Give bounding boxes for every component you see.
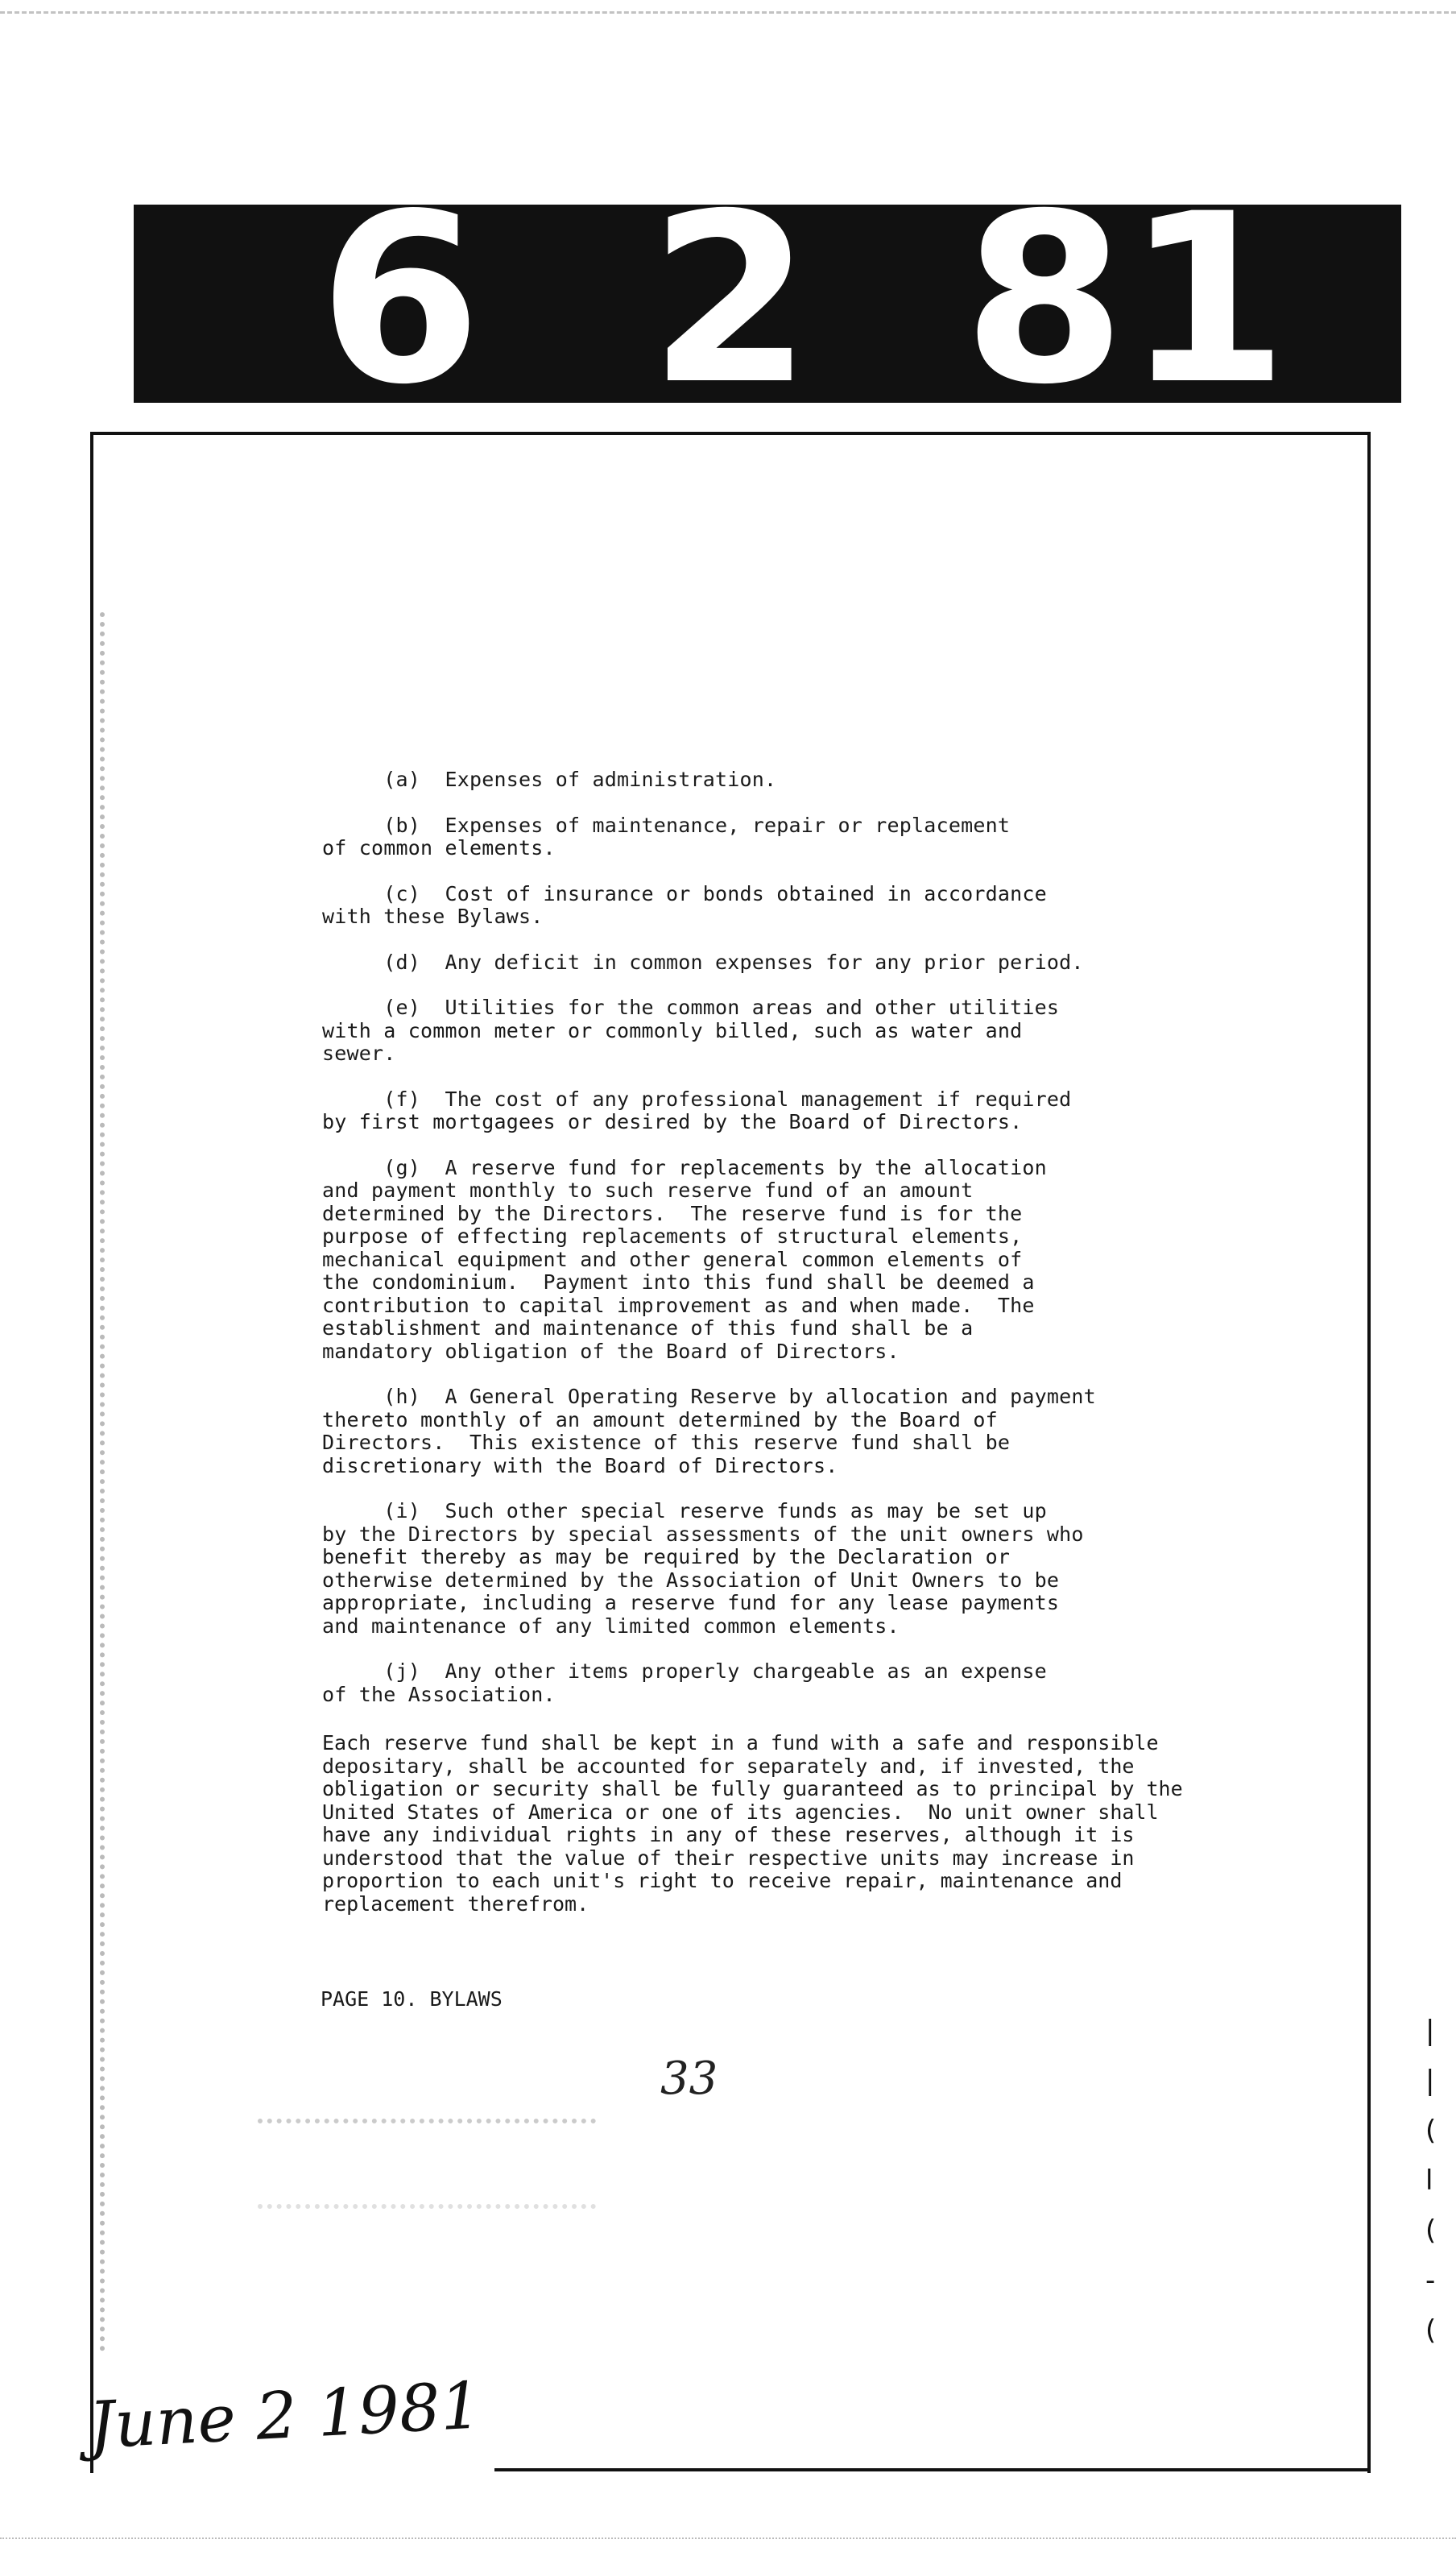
expense-item-line: appropriate, including a reserve fund for any lease payments bbox=[322, 1591, 1060, 1614]
expense-item-line: and payment monthly to such reserve fund of an amount bbox=[322, 1179, 974, 1202]
expense-item-line: and maintenance of any limited common elements. bbox=[322, 1614, 900, 1638]
expense-item-line: (b) Expenses of maintenance, repair or replacement bbox=[322, 813, 1011, 837]
expense-items-list bbox=[322, 768, 1192, 1729]
expense-item bbox=[322, 883, 1192, 929]
expense-item-line: (i) Such other special reserve funds as may be set up bbox=[322, 1499, 1047, 1522]
scan-edge-speckle bbox=[100, 612, 113, 2352]
expense-item-line: (g) A reserve fund for replacements by the allocation bbox=[322, 1155, 1047, 1179]
expense-item-line: (f) The cost of any professional management if required bbox=[322, 1087, 1072, 1111]
paragraph-line: United States of America or one of its agencies. No unit owner shall bbox=[322, 1800, 1159, 1824]
expense-item-line: establishment and maintenance of this fund shall be a bbox=[322, 1316, 974, 1340]
expense-item-line: with a common meter or commonly billed, such as water and bbox=[322, 1018, 1023, 1042]
scan-noise-top bbox=[0, 11, 1456, 22]
expense-item-line: by first mortgagees or desired by the Board of Directors. bbox=[322, 1110, 1023, 1133]
page-frame-bottom bbox=[494, 2468, 1369, 2471]
expense-item bbox=[322, 1386, 1192, 1477]
banner-digit-day: 2 bbox=[649, 164, 812, 436]
reserve-fund-paragraph bbox=[322, 1732, 1208, 1916]
expense-item-line: purpose of effecting replacements of structural elements, bbox=[322, 1224, 1023, 1248]
expense-item bbox=[322, 814, 1192, 860]
expense-item-line: sewer. bbox=[322, 1042, 396, 1065]
expense-item bbox=[322, 768, 1192, 792]
expense-item bbox=[322, 1157, 1192, 1364]
expense-item-line: the condominium. Payment into this fund shall be deemed a bbox=[322, 1270, 1035, 1294]
expense-item-line: by the Directors by special assessments of the unit owners who bbox=[322, 1522, 1084, 1546]
expense-item bbox=[322, 1088, 1192, 1134]
paragraph-line: understood that the value of their respective units may increase in bbox=[322, 1846, 1135, 1870]
expense-item-line: (a) Expenses of administration. bbox=[322, 768, 777, 791]
expense-item-line: mandatory obligation of the Board of Directors. bbox=[322, 1339, 900, 1363]
expense-item-line: (h) A General Operating Reserve by allocation and payment bbox=[322, 1385, 1096, 1408]
expense-item bbox=[322, 1660, 1192, 1706]
expense-item-line: with these Bylaws. bbox=[322, 905, 544, 928]
expense-item-line: discretionary with the Board of Directors. bbox=[322, 1453, 838, 1477]
faded-stamp bbox=[258, 2119, 596, 2209]
handwritten-date: June 2 1981 bbox=[86, 2368, 483, 2463]
expense-item bbox=[322, 996, 1192, 1066]
expense-item bbox=[322, 951, 1192, 975]
banner-digit-month: 6 bbox=[319, 164, 482, 436]
banner-digit-year: 81 bbox=[963, 164, 1288, 436]
paragraph-line: depositary, shall be accounted for separately and, if invested, the bbox=[322, 1754, 1135, 1778]
paragraph-line: Each reserve fund shall be kept in a fund with a safe and responsible bbox=[322, 1731, 1159, 1754]
paragraph-line: proportion to each unit's right to receive repair, maintenance and bbox=[322, 1869, 1123, 1892]
expense-item-line: contribution to capital improvement as and when made. The bbox=[322, 1293, 1035, 1317]
expense-item-line: (j) Any other items properly chargeable as an expense bbox=[322, 1659, 1047, 1683]
expense-item-line: benefit thereby as may be required by the Declaration or bbox=[322, 1545, 1011, 1568]
expense-item-line: of common elements. bbox=[322, 836, 556, 860]
expense-item-line: of the Association. bbox=[322, 1682, 556, 1706]
expense-item-line: mechanical equipment and other general common elements of bbox=[322, 1247, 1023, 1271]
expense-item-line: thereto monthly of an amount determined by the Board of bbox=[322, 1407, 998, 1431]
paragraph-line: replacement therefrom. bbox=[322, 1891, 589, 1916]
expense-item-line: (e) Utilities for the common areas and other utilities bbox=[322, 996, 1060, 1019]
expense-item-line: Directors. This existence of this reserve fund shall be bbox=[322, 1431, 1011, 1454]
expense-item bbox=[322, 1500, 1192, 1638]
paragraph-line: obligation or security shall be fully guaranteed as to principal by the bbox=[322, 1777, 1183, 1800]
page-footer: PAGE 10. BYLAWS bbox=[321, 1987, 503, 2011]
handwritten-page-number: 33 bbox=[660, 2053, 718, 2105]
margin-marks: | | ( l ( - ( bbox=[1425, 2015, 1437, 2347]
date-banner bbox=[134, 164, 1401, 436]
expense-item-line: otherwise determined by the Association of Unit Owners to be bbox=[322, 1568, 1060, 1592]
paragraph-line: have any individual rights in any of these reserves, although it is bbox=[322, 1823, 1135, 1846]
expense-item-line: determined by the Directors. The reserve fund is for the bbox=[322, 1201, 1023, 1225]
expense-item-line: (c) Cost of insurance or bonds obtained in accordance bbox=[322, 881, 1047, 905]
scan-noise-bottom bbox=[0, 2538, 1456, 2544]
expense-item-line: (d) Any deficit in common expenses for any prior period. bbox=[322, 950, 1084, 974]
